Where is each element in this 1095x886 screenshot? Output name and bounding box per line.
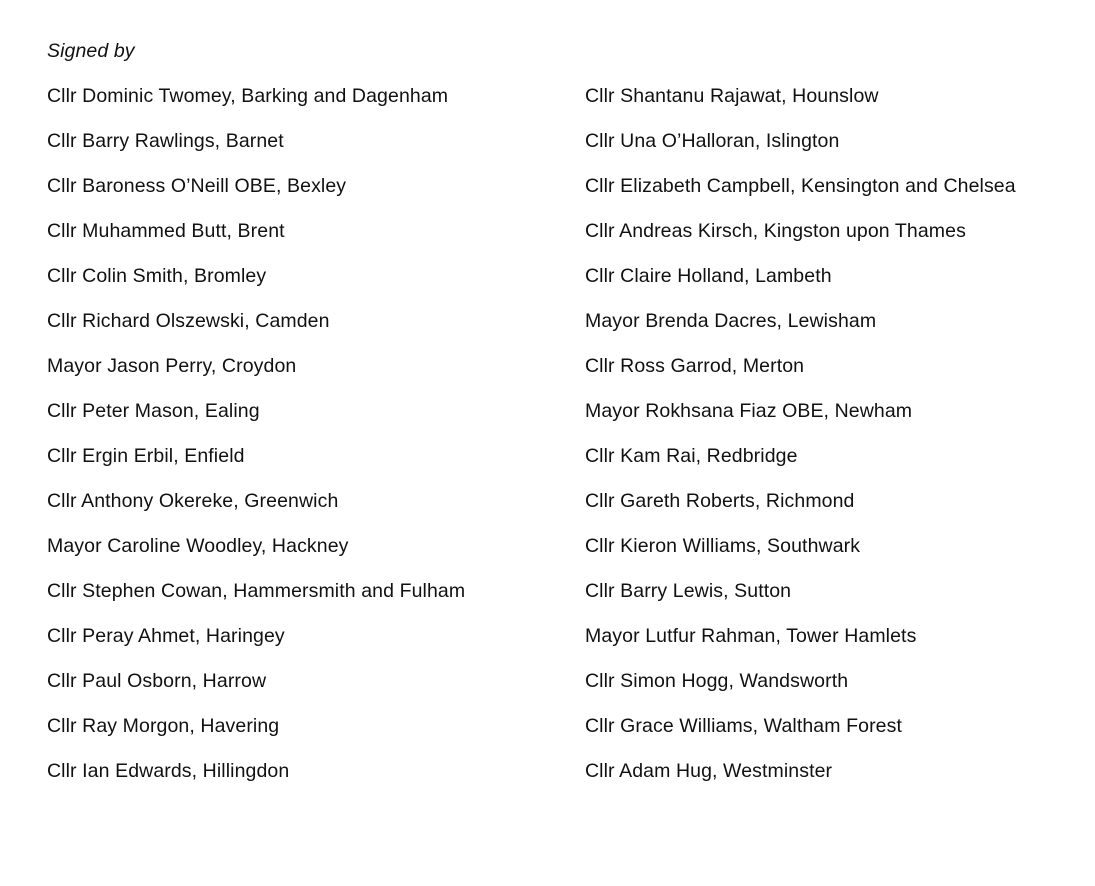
signatory: Cllr Anthony Okereke, Greenwich <box>47 490 339 512</box>
signatory: Cllr Barry Rawlings, Barnet <box>47 130 284 152</box>
signatory: Cllr Gareth Roberts, Richmond <box>585 490 855 512</box>
signatory: Cllr Elizabeth Campbell, Kensington and Chelsea <box>585 175 1016 197</box>
signatory: Mayor Jason Perry, Croydon <box>47 355 297 377</box>
signatories-left-column <box>47 83 465 803</box>
signatory: Cllr Barry Lewis, Sutton <box>585 580 792 602</box>
signatory: Cllr Paul Osborn, Harrow <box>47 670 267 692</box>
signatory: Cllr Baroness O’Neill OBE, Bexley <box>47 175 347 197</box>
signatory: Cllr Ross Garrod, Merton <box>585 355 805 377</box>
signatory: Cllr Andreas Kirsch, Kingston upon Thames <box>585 220 966 242</box>
signatory: Cllr Richard Olszewski, Camden <box>47 310 330 332</box>
signatory: Cllr Peray Ahmet, Haringey <box>47 625 285 647</box>
signatory: Cllr Adam Hug, Westminster <box>585 760 833 782</box>
signatory: Cllr Shantanu Rajawat, Hounslow <box>585 85 879 107</box>
signatory: Cllr Ray Morgon, Havering <box>47 715 280 737</box>
signatory: Cllr Simon Hogg, Wandsworth <box>585 670 849 692</box>
signatory: Cllr Claire Holland, Lambeth <box>585 265 832 287</box>
signatory: Cllr Kieron Williams, Southwark <box>585 535 861 557</box>
signatory: Cllr Stephen Cowan, Hammersmith and Fulham <box>47 580 466 602</box>
signatory: Mayor Caroline Woodley, Hackney <box>47 535 349 557</box>
signatory: Cllr Muhammed Butt, Brent <box>47 220 285 242</box>
signatory: Cllr Peter Mason, Ealing <box>47 400 260 422</box>
signatory: Cllr Una O’Halloran, Islington <box>585 130 840 152</box>
signatory: Cllr Dominic Twomey, Barking and Dagenham <box>47 85 449 107</box>
signatory: Cllr Grace Williams, Waltham Forest <box>585 715 902 737</box>
signatory: Mayor Lutfur Rahman, Tower Hamlets <box>585 625 917 647</box>
signatory: Cllr Ian Edwards, Hillingdon <box>47 760 290 782</box>
signatory: Mayor Brenda Dacres, Lewisham <box>585 310 877 332</box>
signed-by-heading: Signed by <box>47 40 135 62</box>
signatory: Mayor Rokhsana Fiaz OBE, Newham <box>585 400 913 422</box>
signatories-right-column <box>585 83 1016 803</box>
signatory: Cllr Ergin Erbil, Enfield <box>47 445 245 467</box>
signatory: Cllr Kam Rai, Redbridge <box>585 445 798 467</box>
signatory: Cllr Colin Smith, Bromley <box>47 265 267 287</box>
